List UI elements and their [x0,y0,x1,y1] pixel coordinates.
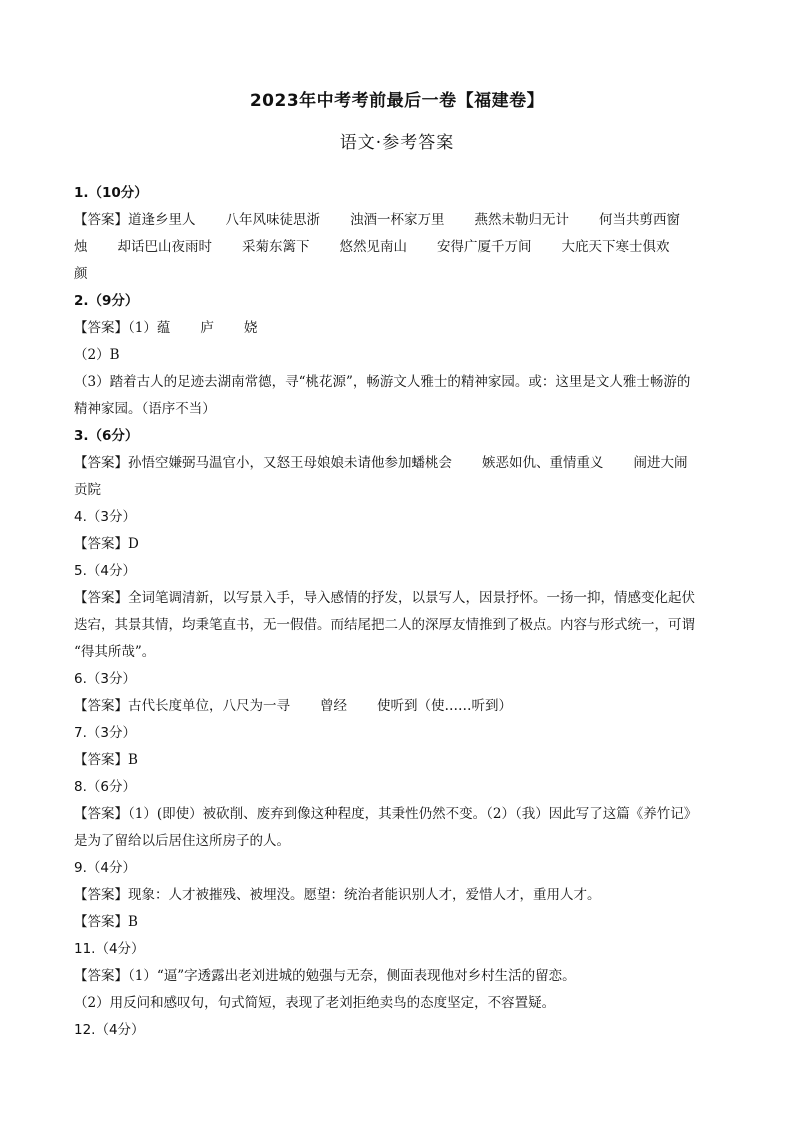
question-3-answer-line-1 [74,450,722,477]
q1-item: 道逢乡里人 [128,212,196,228]
question-3-heading: 3.（6分） [74,428,139,444]
q3-item: 孙悟空嫌弼马温官小，又怒王母娘娘未请他参加蟠桃会 [128,455,452,471]
answer-content [74,180,722,1044]
question-11-heading: 11.（4分） [74,941,145,957]
answer-label: 【答案】 [74,590,128,606]
question-5-answer-line-2: 迭宕，其景其情，均秉笔直书，无一假借。而结尾把二人的深厚友情推到了极点。内容与形式统一，可谓 [74,617,695,633]
question-9-answer: 【答案】现象：人才被摧残、被埋没。愿望：统治者能识别人才，爱惜人才，重用人才。 [74,887,601,903]
question-5-answer-line-3: “得其所哉”。 [74,644,156,660]
question-2-part-3-line-1: （3）踏着古人的足迹去湖南常德，寻“桃花源”，畅游文人雅士的精神家园。或：这里是文人雅士畅游的 [74,374,691,390]
question-1-answer-line-3: 颜 [74,266,88,282]
question-4-heading: 4.（3分） [74,509,136,525]
question-7-answer: 【答案】B [74,752,138,768]
question-8-heading: 8.（6分） [74,779,136,795]
question-10-answer: 【答案】B [74,914,138,930]
question-11-answer-line-2: （2）用反问和感叹句，句式简短，表现了老刘拒绝卖鸟的态度坚定，不容置疑。 [74,995,556,1011]
question-2-part-1: 【答案】（1）蕴 庐 娆 [74,320,258,336]
answer-label: 【答案】 [74,752,128,768]
q1-item: 却话巴山夜雨时 [117,239,212,255]
answer-label: 【答案】 [74,212,128,228]
question-11-answer-line-1: 【答案】（1）“逼”字透露出老刘进城的勉强与无奈，侧面表现他对乡村生活的留恋。 [74,968,576,984]
q2-char: 蕴 [156,320,171,336]
q3-item: 闹进大闹 [633,455,688,471]
answer-label: 【答案】 [74,914,128,930]
question-2-part-3-line-2: 精神家园。（语序不当） [74,401,216,417]
answer-label: 【答案】 [74,698,128,714]
question-3-answer-line-2: 贡院 [74,482,101,498]
answer-label: 【答案】 [74,968,128,984]
answer-label: 【答案】 [74,806,128,822]
question-8-answer-line-1: 【答案】（1）(即使）被砍削、废弃到像这种程度，其秉性仍然不变。（2）（我）因此写了这篇《养竹记》 [74,806,698,822]
q1-item: 浊酒一杯家万里 [350,212,445,228]
q2-char: 娆 [243,320,258,336]
q3-item: 嫉恶如仇、重情重义 [482,455,604,471]
question-6-answer [74,693,722,720]
question-1-heading: 1.（10分） [74,185,148,201]
q6-item: 使听到（使……听到） [377,698,512,714]
question-12-heading: 12.（4分） [74,1022,145,1038]
q1-item: 八年风味徒思浙 [225,212,320,228]
question-8-answer-line-2: 是为了留给以后居住这所房子的人。 [74,833,290,849]
question-5-answer-line-1: 【答案】全词笔调清新，以写景入手，导入感情的抒发，以景写人，因景抒怀。一扬一抑，情感变化起伏 [74,590,695,606]
question-1-answer-line-1 [74,207,722,234]
q1-item: 悠然见南山 [339,239,407,255]
q6-item: 曾经 [320,698,347,714]
q6-item: 古代长度单位，八尺为一寻 [128,698,290,714]
answer-label: 【答案】 [74,455,128,471]
question-6-heading: 6.（3分） [74,671,136,687]
q1-item: 采菊东篱下 [242,239,310,255]
answer-label: 【答案】 [74,887,128,903]
q2-char: 庐 [200,320,214,336]
q1-item: 何当共剪西窗 [599,212,680,228]
q1-item: 燕然未勒归无计 [474,212,569,228]
question-5-heading: 5.（4分） [74,563,136,579]
answer-label: 【答案】 [74,536,128,552]
q1-item: 安得广厦千万间 [437,239,532,255]
question-7-heading: 7.（3分） [74,725,136,741]
page-subtitle: 语文·参考答案 [339,133,455,153]
q1-item: 烛 [74,239,88,255]
question-4-answer: 【答案】D [74,536,139,552]
question-1-answer-line-2 [74,234,722,261]
question-2-part-2: （2）B [74,347,120,363]
page-title: 2023年中考考前最后一卷【福建卷】 [249,91,545,111]
q1-item: 大庇天下寒士俱欢 [561,239,670,255]
question-9-heading: 9.（4分） [74,860,136,876]
question-2-heading: 2.（9分） [74,293,139,309]
answer-label: 【答案】 [74,320,128,336]
